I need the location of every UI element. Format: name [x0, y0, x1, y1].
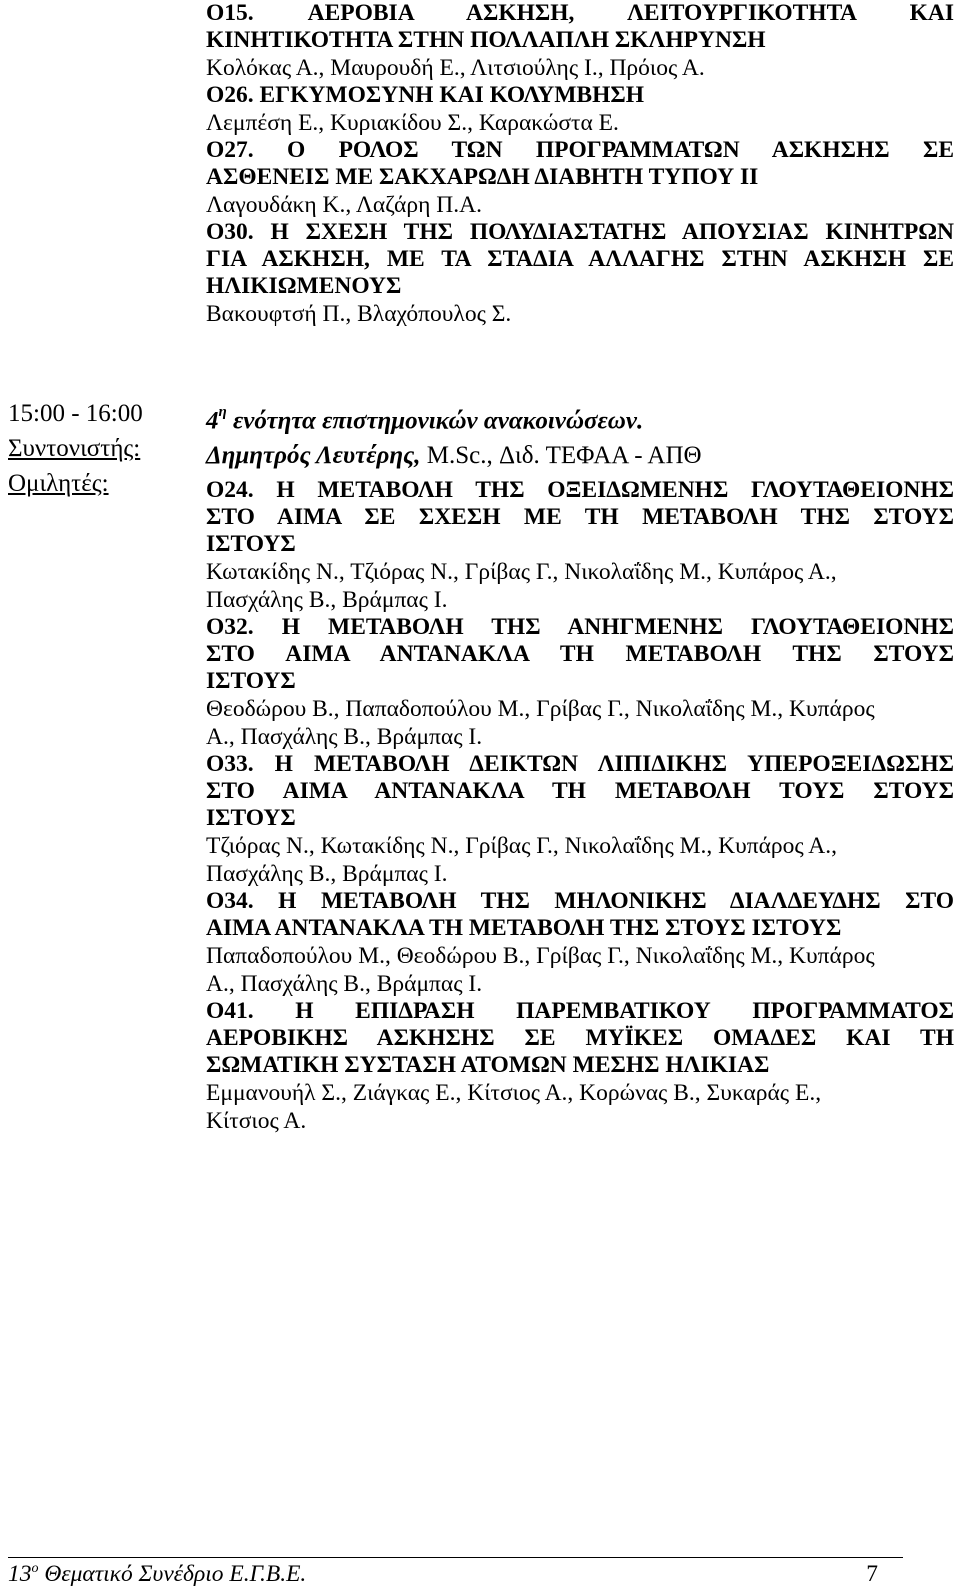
abstract-authors-line: Τζιόρας Ν., Κωτακίδης Ν., Γρίβας Γ., Νικολαΐδης Μ., Κυπάρος Α., — [206, 833, 838, 860]
abstract-authors-line: Παπαδοπούλου Μ., Θεοδώρου Β., Γρίβας Γ., Νικολαΐδης Μ., Κυπάρος — [206, 943, 875, 970]
coordinator-name: Δημητρός Λευτέρης, — [206, 442, 421, 470]
abstract-title-line: O32. Η ΜΕΤΑΒΟΛΗ ΤΗΣ ΑΝΗΓΜΕΝΗΣ ΓΛΟΥΤΑΘΕΙΟΝΗΣ — [206, 614, 954, 641]
page-number: 7 — [866, 1561, 878, 1587]
abstract-title-line: ΗΛΙΚΙΩΜΕΝΟΥΣ — [206, 273, 402, 299]
abstract-authors-line: Λεμπέση Ε., Κυριακίδου Σ., Καρακώστα Ε. — [206, 110, 619, 136]
footer-rule — [8, 1557, 903, 1558]
abstract-authors-line: Θεοδώρου Β., Παπαδοπούλου Μ., Γρίβας Γ., Νικολαΐδης Μ., Κυπάρος — [206, 696, 875, 723]
abstract-title-line: ΑΕΡΟΒΙΚΗΣ ΑΣΚΗΣΗΣ ΣΕ ΜΥΪΚΕΣ ΟΜΑΔΕΣ ΚΑΙ ΤΗ — [206, 1025, 954, 1052]
abstract-authors-line: Πασχάλης Β., Βράμπας Ι. — [206, 587, 448, 614]
coordinator-label: Συντονιστής: — [8, 435, 141, 462]
page-footer — [8, 1561, 878, 1588]
abstract-item — [206, 477, 954, 614]
abstract-title-line: O15. ΑΕΡΟΒΙΑ ΑΣΚΗΣΗ, ΛΕΙΤΟΥΡΓΙΚΟΤΗΤΑ ΚΑΙ — [206, 0, 954, 26]
abstract-title-line: ΣΩΜΑΤΙΚΗ ΣΥΣΤΑΣΗ ΑΤΟΜΩΝ ΜΕΣΗΣ ΗΛΙΚΙΑΣ — [206, 1052, 770, 1079]
abstract-title-line: O26. ΕΓΚΥΜΟΣΥΝΗ ΚΑΙ ΚΟΛΥΜΒΗΣΗ — [206, 82, 645, 108]
abstract-title-line: ΙΣΤΟΥΣ — [206, 531, 296, 558]
session-title — [206, 398, 954, 438]
abstract-title-line: O24. Η ΜΕΤΑΒΟΛΗ ΤΗΣ ΟΞΕΙΔΩΜΕΝΗΣ ΓΛΟΥΤΑΘΕΙΟΝΗΣ — [206, 477, 954, 504]
session-number: 4 — [206, 407, 219, 435]
speakers-label: Ομιλητές: — [8, 470, 109, 497]
abstract-title-line: ΙΣΤΟΥΣ — [206, 668, 296, 695]
abstract-title-line: O33. Η ΜΕΤΑΒΟΛΗ ΔΕΙΚΤΩΝ ΛΙΠΙΔΙΚΗΣ ΥΠΕΡΟΞΕΙΔΩΣΗΣ — [206, 751, 954, 778]
abstract-authors-line: Λαγουδάκη Κ., Λαζάρη Π.Α. — [206, 192, 482, 218]
abstract-authors-line: Βακουφτσή Π., Βλαχόπουλος Σ. — [206, 301, 512, 327]
abstract-item — [206, 751, 954, 888]
abstract-title-line: ΣΤΟ ΑΙΜΑ ΑΝΤΑΝΑΚΛΑ ΤΗ ΜΕΤΑΒΟΛΗ ΤΟΥΣ ΣΤΟΥΣ — [206, 778, 954, 805]
session-number-suffix: η — [218, 404, 227, 420]
footer-title: Θεματικό Συνέδριο Ε.Γ.Β.Ε. — [38, 1561, 307, 1587]
abstract-title-line: ΚΙΝΗΤΙΚΟΤΗΤΑ ΣΤΗΝ ΠΟΛΛΑΠΛΗ ΣΚΛΗΡΥΝΣΗ — [206, 27, 766, 53]
session-block — [206, 398, 954, 1135]
coordinator-line — [206, 438, 954, 473]
abstract-item — [206, 614, 954, 751]
session-labels — [8, 396, 198, 501]
abstract-authors-line: Α., Πασχάλης Β., Βράμπας Ι. — [206, 971, 483, 998]
abstract-authors-line: Κολόκας Α., Μαυρουδή Ε., Λιτσιούλης Ι., Πρόιος Α. — [206, 55, 705, 81]
abstract-authors-line: Πασχάλης Β., Βράμπας Ι. — [206, 861, 448, 888]
abstract-title-line: ΑΣΘΕΝΕΙΣ ΜΕ ΣΑΚΧΑΡΩΔΗ ΔΙΑΒΗΤΗ ΤΥΠΟΥ ΙΙ — [206, 164, 759, 190]
session-time: 15:00 - 16:00 — [8, 400, 143, 427]
abstract-item — [206, 219, 954, 328]
abstract-authors-line: Κωτακίδης Ν., Τζιόρας Ν., Γρίβας Γ., Νικολαΐδης Μ., Κυπάρος Α., — [206, 559, 837, 586]
abstract-authors-line: Εμμανουήλ Σ., Ζιάγκας Ε., Κίτσιος Α., Κορώνας Β., Συκαράς Ε., — [206, 1080, 822, 1107]
abstract-title-line: ΓΙΑ ΑΣΚΗΣΗ, ΜΕ ΤΑ ΣΤΑΔΙΑ ΑΛΛΑΓΗΣ ΣΤΗΝ ΑΣΚΗΣΗ ΣΕ — [206, 246, 954, 272]
top-abstract-list — [206, 0, 954, 328]
session-abstract-list — [206, 477, 954, 1135]
abstract-title-line: O34. Η ΜΕΤΑΒΟΛΗ ΤΗΣ ΜΗΛΟΝΙΚΗΣ ΔΙΑΛΔΕΥΔΗΣ ΣΤΟ — [206, 888, 954, 915]
abstract-authors-line: Κίτσιος Α. — [206, 1108, 307, 1135]
abstract-item — [206, 888, 954, 998]
abstract-item — [206, 0, 954, 82]
footer-ordinal: 13 — [8, 1561, 32, 1587]
abstract-item — [206, 998, 954, 1135]
abstract-item — [206, 137, 954, 219]
abstract-title-line: O41. Η ΕΠΙΔΡΑΣΗ ΠΑΡΕΜΒΑΤΙΚΟΥ ΠΡΟΓΡΑΜΜΑΤΟΣ — [206, 998, 954, 1025]
abstract-item — [206, 82, 954, 137]
abstract-title-line: ΣΤΟ ΑΙΜΑ ΑΝΤΑΝΑΚΛΑ ΤΗ ΜΕΤΑΒΟΛΗ ΤΗΣ ΣΤΟΥΣ — [206, 641, 954, 668]
abstract-title-line: O30. Η ΣΧΕΣΗ ΤΗΣ ΠΟΛΥΔΙΑΣΤΑΤΗΣ ΑΠΟΥΣΙΑΣ ΚΙΝΗΤΡΩΝ — [206, 219, 954, 245]
abstract-title-line: ΙΣΤΟΥΣ — [206, 805, 296, 832]
abstract-title-line: ΣΤΟ ΑΙΜΑ ΣΕ ΣΧΕΣΗ ΜΕ ΤΗ ΜΕΤΑΒΟΛΗ ΤΗΣ ΣΤΟΥΣ — [206, 504, 954, 531]
abstract-title-line: O27. Ο ΡΟΛΟΣ ΤΩΝ ΠΡΟΓΡΑΜΜΑΤΩΝ ΑΣΚΗΣΗΣ ΣΕ — [206, 137, 954, 163]
abstract-title-line: ΑΙΜΑ ΑΝΤΑΝΑΚΛΑ ΤΗ ΜΕΤΑΒΟΛΗ ΤΗΣ ΣΤΟΥΣ ΙΣΤΟΥΣ — [206, 915, 842, 942]
abstract-authors-line: Α., Πασχάλης Β., Βράμπας Ι. — [206, 724, 483, 751]
session-title-text: ενότητα επιστημονικών ανακοινώσεων. — [226, 407, 644, 435]
coordinator-affiliation: M.Sc., Διδ. ΤΕΦΑΑ - ΑΠΘ — [420, 442, 702, 470]
footer-ordinal-suffix: ο — [31, 1561, 39, 1577]
